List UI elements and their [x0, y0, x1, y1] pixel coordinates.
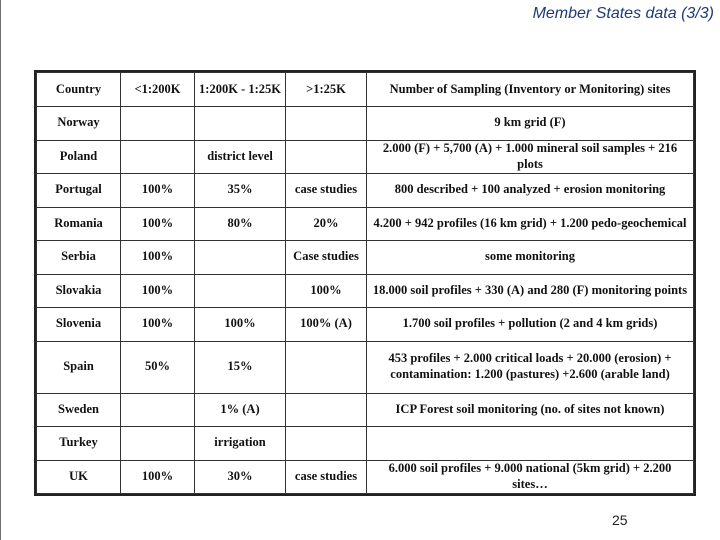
header-scale-small: <1:200K: [121, 73, 195, 107]
data-table: [36, 72, 694, 494]
cell-large-scale: 100%: [286, 274, 367, 308]
cell-large-scale: [286, 341, 367, 393]
cell-sampling-sites: 6.000 soil profiles + 9.000 national (5km grid) + 2.200 sites…: [367, 460, 694, 494]
header-sampling-sites: Number of Sampling (Inventory or Monitoring) sites: [367, 73, 694, 107]
cell-medium-scale: 30%: [195, 460, 286, 494]
slide-title: Member States data (3/3): [532, 5, 714, 22]
cell-sampling-sites: 18.000 soil profiles + 330 (A) and 280 (F) monitoring points: [367, 274, 694, 308]
table-row: [37, 207, 694, 241]
cell-country: Sweden: [37, 393, 121, 427]
cell-country: Turkey: [37, 427, 121, 461]
cell-small-scale: 100%: [121, 207, 195, 241]
table-row: [37, 308, 694, 342]
cell-sampling-sites: 9 km grid (F): [367, 107, 694, 141]
cell-country: UK: [37, 460, 121, 494]
table-row: [37, 107, 694, 141]
cell-small-scale: 100%: [121, 308, 195, 342]
page-number: 25: [612, 512, 628, 528]
cell-large-scale: case studies: [286, 174, 367, 208]
cell-small-scale: 100%: [121, 174, 195, 208]
cell-small-scale: [121, 393, 195, 427]
cell-country: Portugal: [37, 174, 121, 208]
cell-medium-scale: 15%: [195, 341, 286, 393]
cell-sampling-sites: some monitoring: [367, 241, 694, 275]
cell-country: Norway: [37, 107, 121, 141]
cell-small-scale: [121, 427, 195, 461]
table-row: [37, 427, 694, 461]
cell-small-scale: 50%: [121, 341, 195, 393]
table-row: [37, 174, 694, 208]
cell-sampling-sites: [367, 427, 694, 461]
cell-sampling-sites: 2.000 (F) + 5,700 (A) + 1.000 mineral soil samples + 216 plots: [367, 140, 694, 174]
cell-medium-scale: 1% (A): [195, 393, 286, 427]
cell-country: Romania: [37, 207, 121, 241]
table-row: [37, 460, 694, 494]
cell-sampling-sites: 453 profiles + 2.000 critical loads + 20.000 (erosion) + contamination: 1.200 (pastures) +2.600 (arable land): [367, 341, 694, 393]
cell-small-scale: [121, 140, 195, 174]
cell-country: Poland: [37, 140, 121, 174]
cell-medium-scale: 100%: [195, 308, 286, 342]
cell-large-scale: 20%: [286, 207, 367, 241]
cell-country: Slovakia: [37, 274, 121, 308]
table-row: [37, 341, 694, 393]
table-header-row: [37, 73, 694, 107]
table-row: [37, 274, 694, 308]
cell-sampling-sites: 1.700 soil profiles + pollution (2 and 4 km grids): [367, 308, 694, 342]
left-border-line: [0, 0, 1, 540]
table-row: [37, 393, 694, 427]
table-row: [37, 241, 694, 275]
member-states-table: [34, 70, 696, 496]
header-country: Country: [37, 73, 121, 107]
cell-medium-scale: [195, 107, 286, 141]
table-row: [37, 140, 694, 174]
cell-large-scale: [286, 107, 367, 141]
cell-large-scale: [286, 393, 367, 427]
cell-small-scale: 100%: [121, 274, 195, 308]
cell-medium-scale: [195, 241, 286, 275]
cell-large-scale: case studies: [286, 460, 367, 494]
cell-large-scale: 100% (A): [286, 308, 367, 342]
cell-small-scale: 100%: [121, 241, 195, 275]
cell-small-scale: [121, 107, 195, 141]
cell-medium-scale: 35%: [195, 174, 286, 208]
cell-medium-scale: district level: [195, 140, 286, 174]
cell-country: Spain: [37, 341, 121, 393]
cell-country: Slovenia: [37, 308, 121, 342]
cell-medium-scale: irrigation: [195, 427, 286, 461]
cell-large-scale: [286, 427, 367, 461]
cell-medium-scale: 80%: [195, 207, 286, 241]
cell-sampling-sites: ICP Forest soil monitoring (no. of sites not known): [367, 393, 694, 427]
cell-small-scale: 100%: [121, 460, 195, 494]
header-scale-large: >1:25K: [286, 73, 367, 107]
cell-medium-scale: [195, 274, 286, 308]
cell-sampling-sites: 800 described + 100 analyzed + erosion monitoring: [367, 174, 694, 208]
cell-large-scale: [286, 140, 367, 174]
cell-sampling-sites: 4.200 + 942 profiles (16 km grid) + 1.200 pedo-geochemical: [367, 207, 694, 241]
cell-country: Serbia: [37, 241, 121, 275]
header-scale-medium: 1:200K - 1:25K: [195, 73, 286, 107]
cell-large-scale: Case studies: [286, 241, 367, 275]
